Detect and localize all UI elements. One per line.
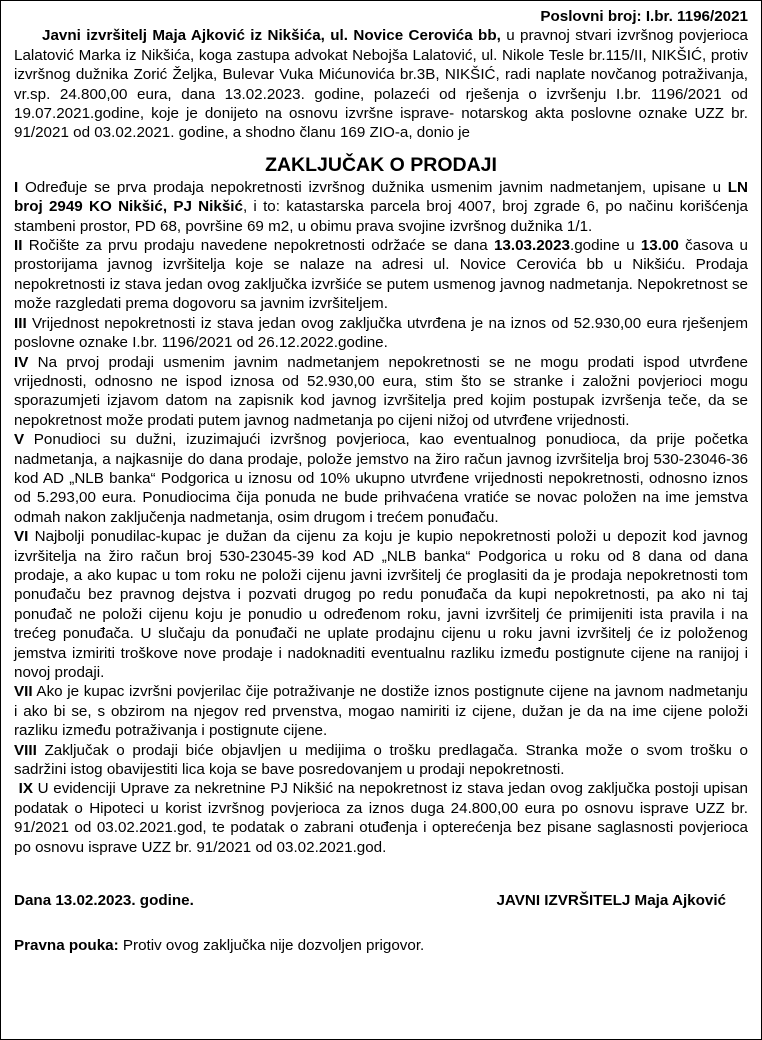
auction-date: 13.03.2023 — [493, 237, 570, 255]
clause-number: I — [14, 178, 19, 196]
legal-remedy-label: Pravna pouka: — [14, 937, 119, 955]
clause-number: IX — [18, 780, 33, 798]
clause-text: Na prvoj prodaji usmenim javnim nadmetanjem nepokretnosti se ne mogu prodati ispod utvrđene vrijednosti, odnosno ne ispod iznosa od 52.930,00 eura, stim što se stranke i založni povjerioci mogu sporazumjeti izjavom datom na zapisnik kod javnog izvršitelja pred kojim postupak izvršenja teče, da se nepokretnost može prodati putem javnog nadmetanja po cijeni nižoj od utvrđene vrijednosti. — [14, 353, 748, 429]
clause-number: VII — [14, 683, 33, 701]
clause-8 — [14, 741, 748, 780]
clause-text: Vrijednost nepokretnosti iz stava jedan ovog zaključka utvrđena je na iznos od 52.930,00 eura rješenjem poslovne oznake I.br. 1196/2021 od 26.12.2022.godine. — [14, 314, 748, 352]
clause-text: .godine u — [569, 237, 641, 255]
clause-text: Određuje se prva prodaja nepokretnosti izvršnog dužnika usmenim javnim nadmetanjem, upisane u — [18, 178, 728, 196]
clause-3 — [14, 314, 748, 353]
case-reference: Poslovni broj: I.br. 1196/2021 — [540, 8, 748, 25]
clause-number: VIII — [14, 741, 37, 759]
clause-text: Ako je kupac izvršni povjerilac čije potraživanje ne dostiže iznos postignute cijene na javnom nadmetanju i ako bi se, s obzirom na njegov red prvenstva, mogao namiriti iz cijene, dužan je da na ime cijene položi razliku između potraživanja i postignute cijene. — [14, 683, 748, 740]
clause-number: III — [14, 314, 27, 332]
clause-text: Ponudioci su dužni, izuzimajući izvršnog povjerioca, kao eventualnog ponudioca, da prije početka nadmetanja, a najkasnije do dana prodaje, polože jemstvo na žiro račun javnog izvršitelja broj 530-23046-36 kod AD „NLB banka“ Podgorica u iznosu od 10% ukupno utvrđene vrijednosti nepokretnosti, odnosno iznos od 5.293,00 eura. Ponudiocima čija ponuda ne bude prihvaćena vratiće se novac položen na ime jemstva odmah nakon zaključenja nadmetanja, osim drugom i trećem ponuđaču. — [14, 431, 748, 526]
intro-paragraph — [14, 26, 748, 142]
clause-4 — [14, 353, 748, 431]
clause-1 — [14, 178, 748, 236]
signature-row — [14, 891, 748, 910]
clause-text: , i to: katastarska parcela broj 4007, broj zgrade 6, po načinu korišćenja stambeni prostor, PD 68, površine 69 m2, u obimu prava svojine izvršnog dužnika 1/1. — [14, 198, 748, 235]
clause-6 — [14, 527, 748, 682]
clause-number: II — [14, 237, 23, 255]
clause-7 — [14, 682, 748, 740]
clause-5 — [14, 430, 748, 527]
clause-text: U evidenciji Uprave za nekretnine PJ Nikšić na nepokretnost iz stava jedan ovog zaključka postoji upisan podatak o Hipoteci u korist izvršnog povjerioca za iznos duga 24.800,00 eura po osnovu isprave UZZ br. 91/2021 od 03.02.2021.god, te podatak o zabrani otuđenja i opterećenja bez pisane saglasnosti povjerioca po osnovu isprave UZZ br. 91/2021 od 03.02.2021.god. — [14, 780, 748, 856]
clause-9 — [14, 779, 748, 857]
legal-remedy — [14, 936, 748, 955]
issue-date: Dana 13.02.2023. godine. — [14, 892, 194, 910]
clause-text: časova u prostorijama javnog izvršitelja koje se nalaze na adresi ul. Novice Cerovića bb u Nikšiću. Prodaja nepokretnosti iz stava jedan ovog zaključka izvršiće se putem usmenog javnog nadmetanja. Nepokretnost se može razgledati prema dogovoru sa javnim izvršiteljem. — [14, 237, 748, 313]
clause-number: IV — [14, 353, 29, 371]
clause-number: V — [14, 431, 25, 449]
land-registry-ref: LN broj 2949 KO Nikšić, PJ Nikšić — [14, 178, 748, 216]
clause-number: VI — [14, 528, 29, 546]
document-title: ZAKLJUČAK O PRODAJI — [265, 153, 497, 176]
clause-text: Ročište za prvu prodaju navedene nepokretnosti održaće se dana — [22, 237, 494, 255]
clause-text: Zaključak o prodaji biće objavljen u medijima o trošku predlagača. Stranka može o svom trošku o sadržini istog obavijestiti lica koja se bave posredovanjem u prodaji nepokretnosti. — [14, 741, 748, 779]
clause-2 — [14, 236, 748, 314]
legal-remedy-text: Protiv ovog zaključka nije dozvoljen prigovor. — [118, 937, 425, 955]
enforcement-officer: Javni izvršitelj Maja Ajković iz Nikšića, ul. Novice Cerovića bb, — [42, 27, 501, 45]
clause-text: Najbolji ponudilac-kupac je dužan da cijenu za koju je kupio nepokretnosti položi u depozit kod javnog izvršitelja na žiro račun broj 530-23045-39 kod AD „NLB banka“ Podgorica u roku od 8 dana od dana prodaje, a ako kupac u tom roku ne položi cijenu javni izvršitelj će proglasiti da je prodaja nepokretnosti tom ponuđaču bez pravnog dejstva i pozvati drugog po redu ponuđača da kupi nepokretnosti, pa ako ni taj ponuđač ne položi cijenu koju je ponudio u određenom roku, javni izvršitelj će primijeniti ista pravila i na trećeg ponuđača. U slučaju da ponuđači ne uplate prodajnu cijenu u roku javni izvršitelj će iz položenog jemstva izmiriti troškove nove prodaje i nadoknaditi eventualnu razliku između postignute cijene na ranijoj i novoj prodaji. — [14, 528, 748, 681]
signature-line: JAVNI IZVRŠITELJ Maja Ajković — [496, 892, 726, 910]
intro-text: u pravnoj stvari izvršnog povjerioca Lalatović Marka iz Nikšića, koga zastupa advokat Nebojša Lalatović, ul. Nikole Tesle br.115/II, NIKŠIĆ, protiv izvršnog dužnika Zorić Željka, Bulevar Vuka Mićunovića br.3B, NIKŠIĆ, radi naplate novčanog potraživanja, vr.sp. 24.800,00 eura, dana 13.02.2023. godine, polazeći od rješenja o izvršenju I.br. 1196/2021 od 19.07.2021.godine, koje je donijeto na osnovu izvršne isprave- notarskog akta poslovne oznake UZZ br. 91/2021 od 03.02.2021. godine, a shodno članu 169 ZIO-a, donio je — [14, 27, 749, 142]
auction-time: 13.00 — [640, 237, 679, 255]
